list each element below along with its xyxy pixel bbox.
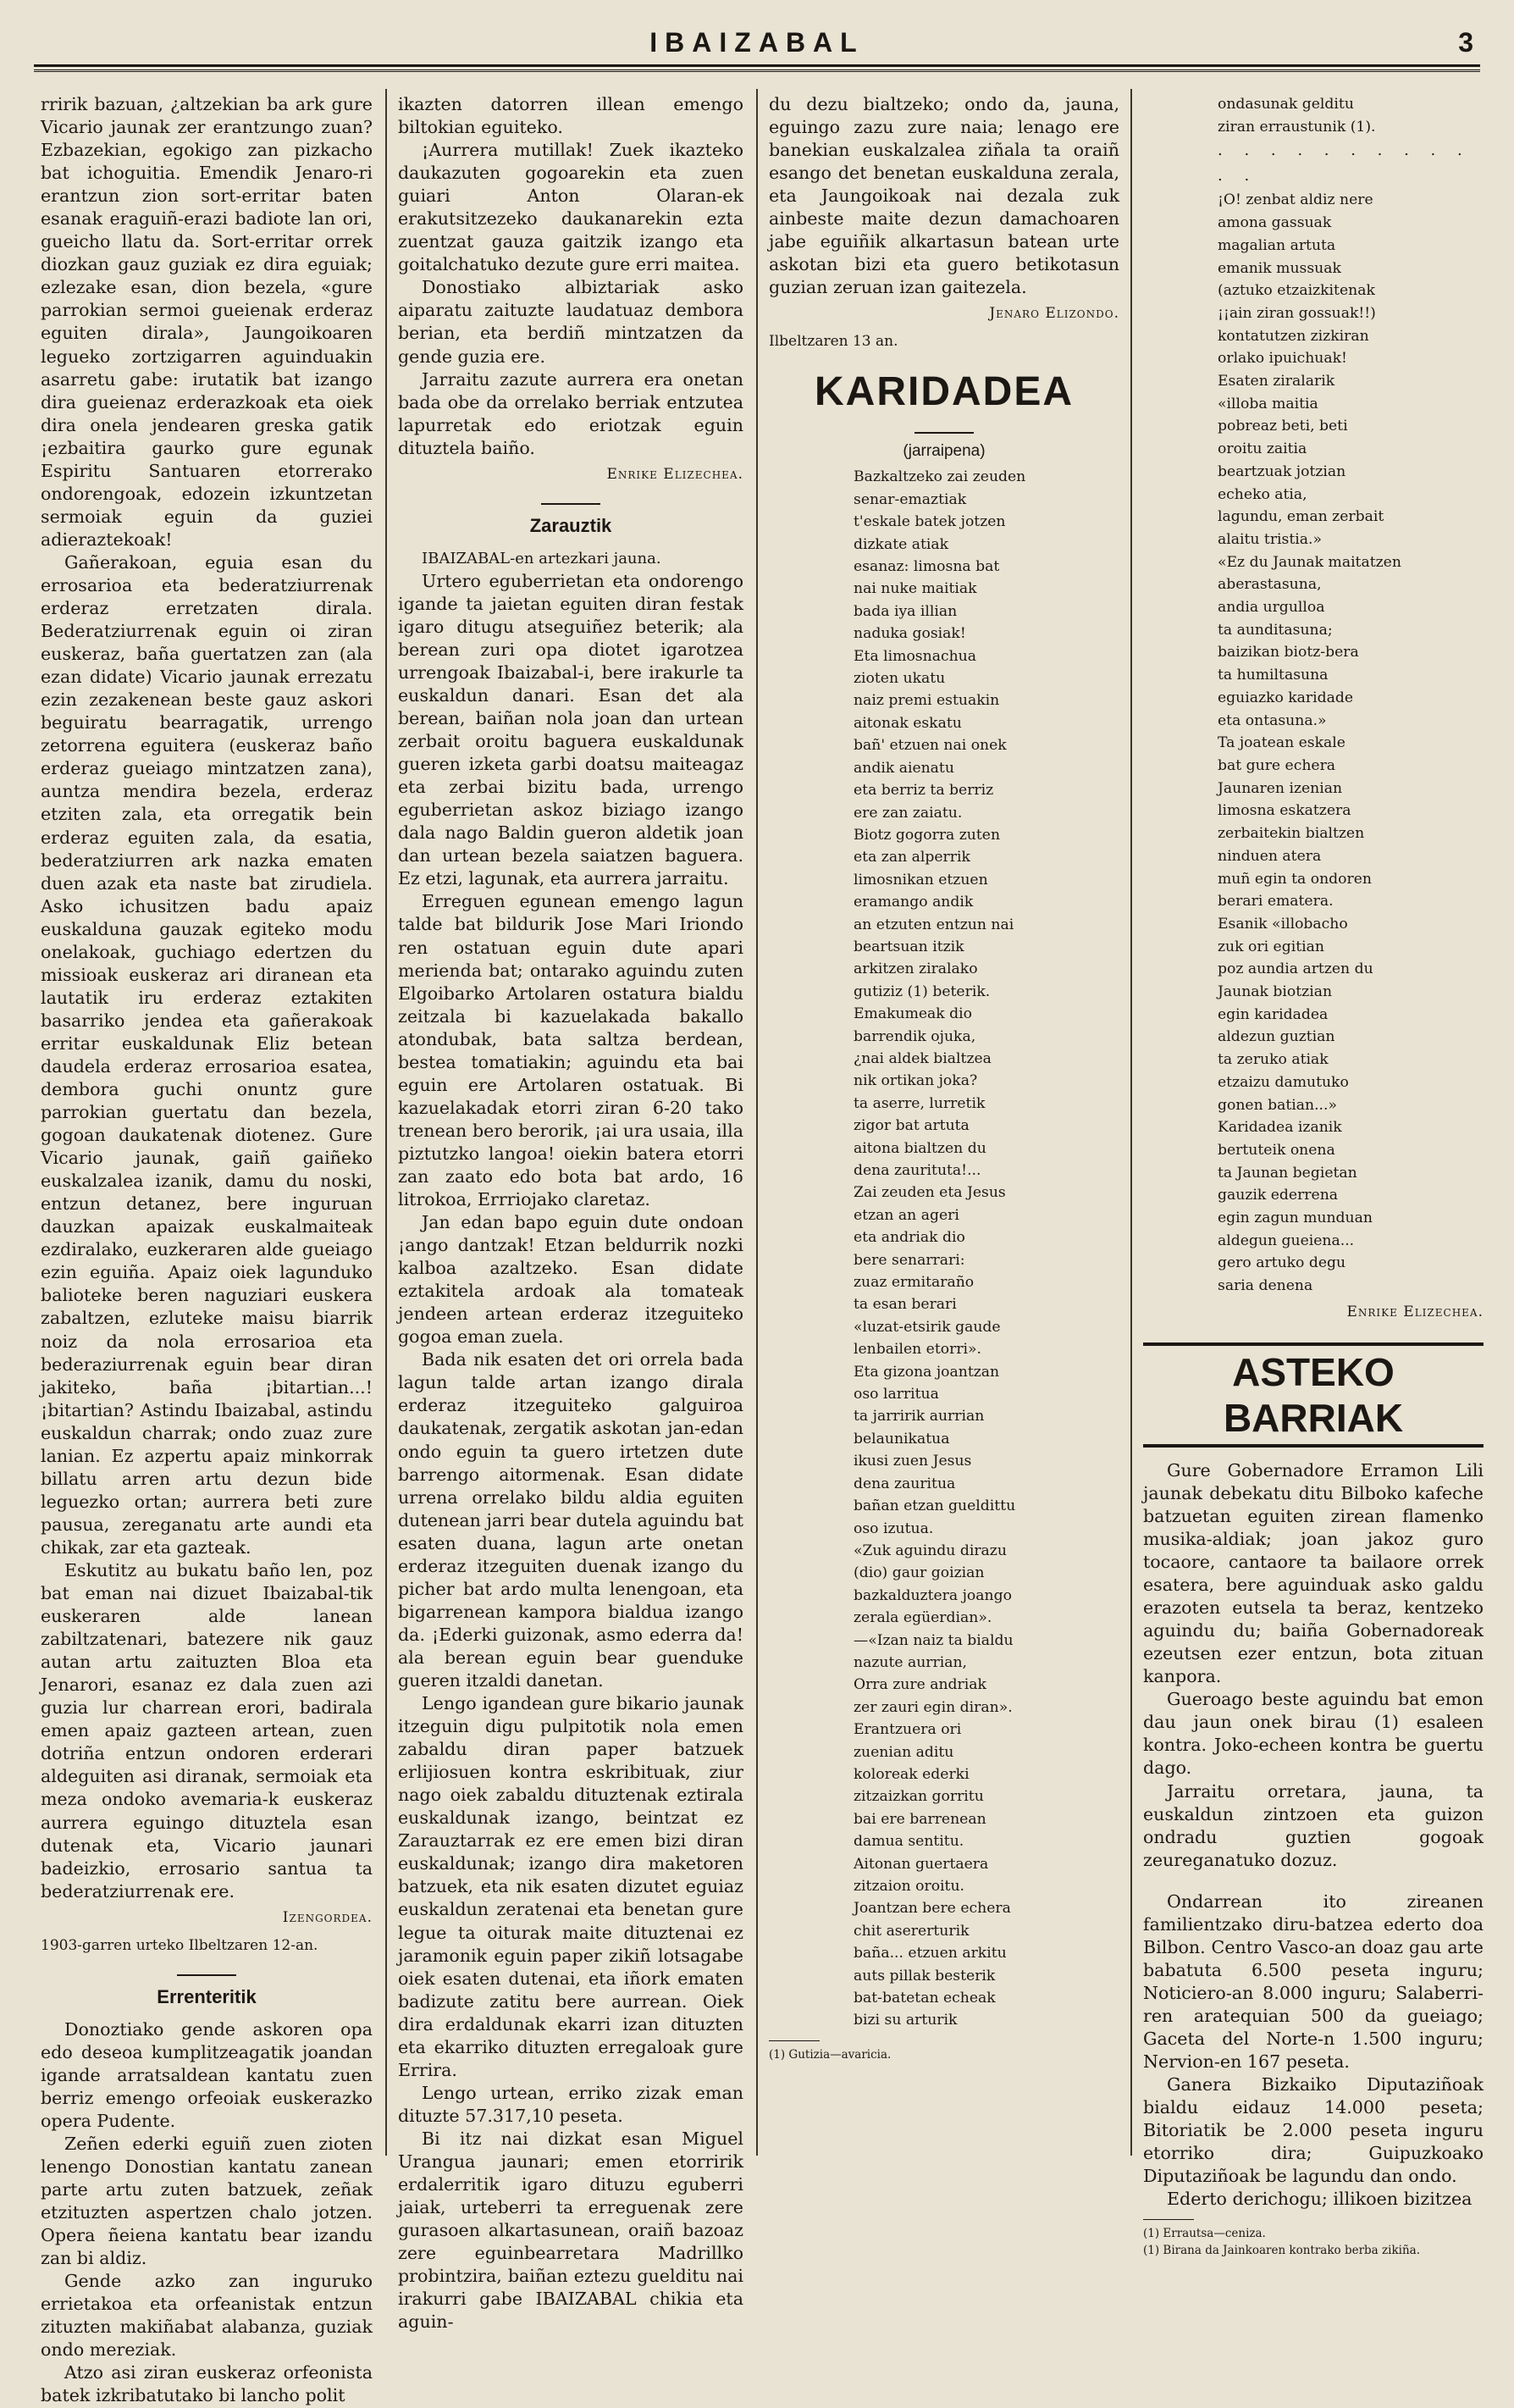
column-2 (398, 93, 743, 2333)
verse-line: bere senarrari: (854, 1251, 965, 1269)
verse-line: nik ortikan joka? (854, 1072, 978, 1090)
verse-line: «luzat-etsirik gaude (854, 1318, 1001, 1336)
verse-line: alaitu tristia.» (1218, 530, 1322, 548)
article-paragraph: Donoztiako gende askoren opa edo deseoa kumplitzeagatik joandan igande arratsaldean kantatu zuen berriz emengo orfeoiak euskerazko opera Pudente. (41, 2018, 373, 2131)
verse-line: zitzaion oroitu. (854, 1878, 964, 1896)
verse-line: bañ' etzuen nai onek (854, 737, 1007, 755)
verse-line: t'eskale batek jotzen (854, 513, 1006, 531)
verse-line: Emakumeak dio (854, 1005, 973, 1023)
verse-line: eta berriz ta berriz (854, 782, 994, 800)
verse-line: beartzuak jotzian (1218, 462, 1346, 480)
verse-line: oroitu zaitia (1218, 440, 1307, 458)
column-divider (1130, 89, 1132, 2156)
verse-line: naiz premi estuakin (854, 692, 1000, 710)
article-paragraph: du dezu bialtzeko; ondo da, jauna, eguingo zazu zure naia; lenago ere banekian euskalzalea ziñala ta oraiñ esango det benetan euskalduna zerala, eta Jaungoikoak nai dezala zuk ainbeste maite dezun damachoaren jabe eguiñik alkartasun batean urte askotan bizi eta guero betikotasun guzian zeruan izan gaitezela. (769, 94, 1119, 298)
article-paragraph: Jarraitu zazute aurrera era onetan bada obe da orrelako berriak entzutea lapurretak edo eriotzak eguin dituztela baiño. (398, 368, 743, 458)
verse-line: magalian artuta (1218, 236, 1336, 254)
verse-line: zioten ukatu (854, 670, 946, 688)
verse-line: eta andriak dio (854, 1229, 965, 1247)
verse-line: Esaten ziralarik (1218, 373, 1335, 390)
verse-line: zerbaitekin bialtzen (1218, 825, 1365, 843)
verse-line: zitzaizkan gorritu (854, 1788, 984, 1806)
verse-line: ¡O! zenbat aldiz nere (1218, 191, 1373, 209)
article-dateline: Ilbeltzaren 13 an. (769, 333, 898, 351)
article-paragraph: Bada nik esaten det ori orrela bada lagun talde artan izango dirala erderaz itzeguiteko galguiroa daukatenak, zergatik askotan jan-edan ondo eguin ta guero irtetzen dute barrengo aitormenak. Esan didate urrena orrelako bildu aldia eguiten dutenean jarri bear dutela aguindu bat esaten duana, lagun arte onetan erderaz itzeguiten duenak izango du picher bat ardo multa lenengoan, eta bigarrenean kampora bialdua izango da. ¡Ederki guizonak, asmo ederra da! ala berean eguin bear guenduke gueren itzaldi danetan. (398, 1349, 743, 1691)
verse-line: koloreak ederki (854, 1765, 970, 1783)
verse-line: ta zeruko atiak (1218, 1051, 1329, 1069)
verse-line: dena zaurituta!... (854, 1162, 981, 1180)
verse-line: belaunikatua (854, 1430, 950, 1448)
verse-line: gero artuko degu (1218, 1254, 1346, 1272)
verse-line: etzaizu damutuko (1218, 1073, 1349, 1091)
verse-line: orlako ipuichuak! (1218, 350, 1347, 368)
section-title: Errenteritik (157, 1985, 257, 2007)
verse-line: bizi su arturik (854, 2012, 958, 2029)
verse-line: Jaunak biotzian (1218, 983, 1333, 1001)
verse-line: aldegun gueiena... (1218, 1232, 1355, 1249)
verse-line: ondasunak gelditu (1218, 96, 1354, 113)
verse-line: amona gassuak (1218, 214, 1332, 232)
page-number: 3 (1458, 27, 1473, 58)
verse-line: zuk ori egitian (1218, 938, 1324, 955)
verse-line: limosnikan etzuen (854, 871, 988, 888)
news-paragraph: Gueroago beste aguindu bat emon dau jaun onek birau (1) esaleen kontra. Joko-echeen kontra be guertu dago. (1143, 1689, 1484, 1779)
verse-line: eguiazko karidade (1218, 689, 1354, 706)
section-title: ASTEKO BARRIAK (1143, 1342, 1484, 1448)
verse-line: «Zuk aguindu dirazu (854, 1542, 1007, 1559)
verse-line: bertuteik onena (1218, 1141, 1335, 1159)
verse-line: aitona bialtzen du (854, 1139, 986, 1157)
verse-line: ziran erraustunik (1). (1218, 118, 1376, 136)
verse-line: bai ere barrenean (854, 1810, 986, 1828)
footnote: (1) Errautsa—ceniza. (1143, 2227, 1266, 2241)
article-paragraph: Lengo igandean gure bikario jaunak itzeguin digu pulpitotik nola emen zabaldu diran paper batzuek erlijiosuen kontra eskribituak, ziur nago oiek zabaldu dituztenak eztirala euskaldunak izango, beintzat ez Zarauztarrak ez ere emen bizi diran euskaldunak; izango dira maketoren batzuek, eta nik esaten dizutet eguiaz euskaldun zeratenai eta benetan gure legue ta oiturak maite dituztenai ez jaramonik eguin paper zikiñ lotsagabe oiek esaten dutenai, eta iñork ematen badizute zatitu bere aurrean. Oiek dira erdaldunak ekarri izan dituzten eta ekarriko dituzten erregaloak gure Errira. (398, 1693, 743, 2080)
column-divider (756, 89, 758, 2156)
verse-line: andia urgulloa (1218, 599, 1325, 617)
poem-verses (769, 466, 1119, 2031)
verse-line: damua sentitu. (854, 1833, 964, 1851)
column-divider (385, 89, 387, 2156)
verse-line: gauzik ederrena (1218, 1187, 1339, 1204)
section-rule (914, 432, 974, 434)
news-paragraph: Ondarrean ito zireanen familientzako diru-batzea ederto doa Bilbon. Centro Vasco-an doaz gau arte babatuta 6.500 peseta inguru; Noticiero-an 8.000 inguru; Salaberri-ren aratequian 500 da gueiago; Gaceta del Norte-n 1.500 inguru; Nervion-en 167 peseta. (1143, 1890, 1484, 2073)
verse-line: gonen batian...» (1218, 1096, 1337, 1114)
article-paragraph: Lengo urtean, erriko zizak eman dituzte 57.317,10 peseta. (398, 2082, 743, 2126)
verse-line: beartsuan itzik (854, 938, 964, 955)
verse-line: auts pillak besterik (854, 1967, 996, 1985)
verse-line: Esanik «illobacho (1218, 915, 1348, 933)
verse-line: oso larritua (854, 1386, 939, 1403)
verse-line: Eta limosnachua (854, 647, 976, 665)
article-paragraph: Urtero eguberrietan eta ondorengo igande ta jaietan eguiten diran festak igaro ditugu atseguiñez beterik; ala berean zuri opa diotet igarotzea urrengoak Ibaizabal-i, bere irakurle ta euskaldun danari. Esan det ala berean, baiñan nola joan dan urtean zerbait oroitu baguera euskaldunak gueren izketa garbi doatsu maiteagaz eta zerbai bizitu bada, urrengo eguberrietan askoz biziago izango dala nago Baldin gueron aldetik joan dan urtean bezela saiatzen baguera. Ez etzi, lagunak, eta aurrera jarraitu. (398, 570, 743, 889)
verse-line: baña... etzuen arkitu (854, 1945, 1007, 1962)
verse-line: eramango andik (854, 894, 974, 911)
verse-line: Karidadea izanik (1218, 1119, 1342, 1137)
verse-line: aitonak eskatu (854, 714, 962, 732)
article-signature: Enrike Elizechea. (1346, 1303, 1484, 1320)
verse-line: —«Izan naiz ta bialdu (854, 1631, 1014, 1649)
article-paragraph: ikazten datorren illean emengo biltokian eguiteko. (398, 94, 743, 138)
news-paragraph: Ganera Bizkaiko Diputaziñoak bialdu eidauz 14.000 peseta; Bitoriatik be 2.000 peseta inguru etorriko dira; Guipuzkoako Diputaziñoak be lagundu dan ondo. (1143, 2074, 1484, 2187)
section-rule (541, 503, 600, 505)
verse-line: (aztuko etzaizkitenak (1218, 282, 1375, 300)
verse-line: «Ez du Jaunak maitatzen (1218, 553, 1401, 571)
section-spacer (1143, 1872, 1484, 1890)
verse-line: dena zauritua (854, 1475, 956, 1492)
verse-line: aberastasuna, (1218, 576, 1322, 594)
verse-line: ta aserre, lurretik (854, 1094, 986, 1112)
article-paragraph: Jan edan bapo eguin dute ondoan ¡ango dantzak! Etzan beldurrik nozki kalboa azaltzeko. Esan didate eztakitela ardoak ala tomateak jendeen artean erderaz itzeguiteko gogoa eman zuela. (398, 1212, 743, 1348)
letter-addressee: IBAIZABAL-en artezkari jauna. (422, 549, 661, 567)
verse-line: Bazkaltzeko zai zeuden (854, 468, 1026, 486)
verse-line: lenbailen etorri». (854, 1341, 982, 1359)
verse-line: ninduen atera (1218, 847, 1322, 865)
verse-line: Joantzan bere echera (854, 1900, 1011, 1918)
verse-line: echeko atia, (1218, 485, 1307, 503)
verse-line: lagundu, eman zerbait (1218, 508, 1384, 526)
verse-line: emanik mussuak (1218, 259, 1341, 277)
footnote-rule (1143, 2219, 1194, 2220)
news-paragraph: Jarraitu orretara, jauna, ta euskaldun zintzoen eta guizon ondradu guztien gogoak zeureganatuko dozuz. (1143, 1780, 1484, 1870)
verse-line: Jaunaren izenian (1218, 779, 1343, 797)
verse-line: «illoba maitia (1218, 395, 1318, 412)
verse-line: baizikan biotz-bera (1218, 644, 1359, 662)
column-3 (769, 93, 1119, 2160)
verse-line: aldezun guztian (1218, 1028, 1335, 1046)
verse-line: Eta gizona joantzan (854, 1363, 1000, 1381)
verse-line: eta ontasuna.» (1218, 711, 1327, 729)
verse-line: gutiziz (1) beterik. (854, 983, 991, 1000)
column-4 (1143, 93, 1484, 2258)
verse-line: ta jarririk aurrian (854, 1408, 985, 1425)
verse-line: Aitonan guertaera (854, 1855, 989, 1873)
verse-line: nai nuke maitiak (854, 580, 977, 598)
news-paragraph: Ederto derichogu; illikoen bizitzea (1167, 2189, 1473, 2210)
article-paragraph: Bi itz nai dizkat esan Miguel Urangua jaunari; emen etorririk erdalerritik igaro dituzu eguberri jaiak, urteberri ta erreguenak zere gurasoen alkartasunean, oraiñ bazoaz zere eguinbearretara Madrillko probintzira, baiñan eztezu guelditu nai irakurri gabe IBAIZABAL chikia eta aguin- (398, 2128, 743, 2333)
verse-line: Zai zeuden eta Jesus (854, 1184, 1006, 1202)
article-paragraph: Eskutitz au bukatu baño len, poz bat eman nai dizuet Ibaizabal-tik euskeraren alde lanean zabiltzatenari, batezere nik gauz autan artu zaituzten Bloa eta Jenarori, esanaz ez dala zuen azi guzia lur charrean erori, badirala emen apaiz gazteen artean, zuen dotriña entzun ondoren erderari aldeguiten asi diranak, sermoiak eta meza ondoko avemaria-k euskeraz aurrera eguingo dituztela esan dutenak eta, Vicario jaunari badeizkio, errosario santua ta bederatziurrenak ere. (41, 1560, 373, 1901)
article-paragraph: rririk bazuan, ¿altzekian ba ark gure Vicario jaunak zer erantzungo zuan? Ezbazekian, egokigo zan pizkacho bat ichoguitia. Emendik Jenaro-ri erantzun zion sort-erritar baten esanak eraguiñ-erazi badiote lan ori, gueicho llatu da. Sort-erritar orrek diozkan gauz guziak ez dira eguiak; ezlezake esan, dion bezela, «gure parrokian sermoi gueienak erderaz eguiten dirala», Jaungoikoaren legueko zortzigarren aguinduakin asarretu gabe: irutatik bat izango dira gueienaz erderazkoak eta oiek dira onela jendearen greska gatik ¡ezbaitira gaurko gure egunak Espiritu Santuaren etorrerako ondorengoak, edozein izkuntzetan sermoiak eguin da guziei adieraztekoak! (41, 94, 373, 550)
verse-line: zuaz ermitarañо (854, 1274, 975, 1292)
verse-line: etzan an ageri (854, 1206, 959, 1224)
article-signature: Enrike Elizechea. (606, 465, 743, 483)
article-paragraph: Gende azko zan inguruko errietakoa eta orfeanistak entzun zituzten makiñabat alabanza, guziak ondo mereziak. (41, 2271, 373, 2361)
verse-line: ta esan berari (854, 1296, 957, 1314)
verse-line: egin karidadea (1218, 1005, 1329, 1023)
verse-line: dizkate atiak (854, 535, 949, 553)
verse-line: ta aunditasuna; (1218, 621, 1333, 639)
footnote: (1) Gutizia—avaricia. (769, 2047, 892, 2062)
masthead-rule (34, 64, 1480, 72)
verse-line: Orra zure andriak (854, 1676, 986, 1694)
verse-line: chit asererturik (854, 1922, 970, 1940)
verse-line: nazute aurrian, (854, 1653, 968, 1671)
verse-line: bat gure echera (1218, 756, 1336, 774)
verse-line: pobreaz beti, beti (1218, 418, 1348, 435)
verse-line: saria denena (1218, 1277, 1313, 1295)
verse-line: berari ematera. (1218, 893, 1334, 911)
verse-line: ere zan zaiatu. (854, 804, 963, 822)
verse-line: bada iya illian (854, 602, 958, 620)
verse-line: poz aundia artzen du (1218, 960, 1373, 978)
verse-line: zer zauri egin diran». (854, 1698, 1013, 1716)
verse-line: zuenian aditu (854, 1743, 954, 1761)
verse-line: Erantzuera ori (854, 1721, 962, 1739)
column-1 (41, 93, 373, 2406)
verse-line: zigor bat artuta (854, 1117, 970, 1135)
verse-line: arkitzen ziralako (854, 960, 978, 978)
footnote-rule (769, 2040, 820, 2041)
article-paragraph: Atzo asi ziran euskeraz orfeonista batek izkribatutako bi lancho polit (41, 2362, 373, 2406)
verse-line: bazkalduztera joango (854, 1586, 1012, 1604)
verse-line: kontatutzen zizkiran (1218, 327, 1369, 345)
article-paragraph: ¡Aurrera mutillak! Zuek ikazteko daukazuten gogoarekin eta zuen guiari Anton Olaran-ek erakutsitzezeko daukanarekin ezta zuentzat gauza gaitzik izango eta goitalchatuko dezute gure erri maitea. (398, 140, 743, 275)
verse-line: ¡¡ain ziran gossuak!!) (1218, 304, 1376, 322)
verse-line: (dio) gaur goizian (854, 1564, 985, 1582)
verse-line: naduka gosiak! (854, 625, 966, 643)
verse-line: barrendik ojuka, (854, 1027, 976, 1045)
verse-line: ¿nai aldek bialtzea (854, 1049, 992, 1067)
verse-line: ikusi zuen Jesus (854, 1453, 972, 1470)
verse-line: Biotz gogorra zuten (854, 826, 1001, 844)
article-paragraph: Zeñen ederki eguiñ zuen zioten lenengo Donostian kantatu zanean parte artu zuten batzuek, zeñak etzituzten aspertzen chalo jotzen. Opera ñeiena kantatu bear izandu zan bi aldiz. (41, 2133, 373, 2269)
poem-title: KARIDADEA (815, 369, 1074, 415)
verse-line: ta humiltasuna (1218, 667, 1329, 684)
poem-verses (1143, 189, 1484, 1297)
verse-line: egin zagun munduan (1218, 1210, 1373, 1227)
poem-subtitle: (jarraipena) (903, 442, 986, 461)
verse-line: muñ egin ta ondoren (1218, 870, 1372, 888)
verse-line: senar-emaztiak (854, 490, 967, 508)
newspaper-title: IBAIZABAL (649, 27, 865, 58)
section-rule (177, 1974, 236, 1976)
verse-line: oso izutua. (854, 1520, 934, 1537)
verse-line: eta zan alperrik (854, 849, 970, 866)
verse-line: limosna eskatzera (1218, 802, 1351, 820)
verse-line: an etzuten entzun nai (854, 916, 1014, 933)
poem-verses (1143, 93, 1484, 138)
article-paragraph: Erreguen egunean emengo lagun talde bat bildurik Jose Mari Iriondo ren ostatuan eguin dute apari merienda bat; ontarako aguindu zuten Elgoibarko Artolaren ostatura bialdu zeitzala bi kazuelakada bakallo atondubak, bata saltza berdean, bestea tomatiakin; aguindu eta bai eguin ere Artolaren ostatuak. Bi kazuelakadak etorri ziran 6-20 tako trenean bero berorik, ¡ai ura usaia, illa piztutzko langoa! oiekin batera etorri zan zaato edo bota bat ardo, 16 litrokoa, Errriojako claretaz. (398, 891, 743, 1210)
masthead (34, 25, 1480, 73)
verse-line: bat-batetan echeak (854, 1990, 996, 2007)
article-paragraph: Gañerakoan, eguia esan du errosarioa eta bederatziurrenak erderaz erretzaten dirala. Bederatziurrenak eguin oi ziran euskeraz, baña guertatzen zan (ala ezan didate) Vicario jaunak errezatu ezin zezakenean beste gauz askori beguiratu bearragatik, urrengo zetorrena eguitera (euskeraz baño erderaz gueiago mintzatzen zana), auntza mendira bezela, erderaz etziten zala, eta orregatik bein erderaz eguiten zala, da esatia, bederatziurren ark nazka ematen duen azak eta naste bat zirudiela. Asko ichusitzen badu apaiz euskalduna gauzak egiteko modu onelakoak, guchiago edertzen du missioak euskeraz ari diranean eta lautatik iru erderaz eztakiten basarriko jendea eta gañerakoak erritar euskaldunak Eliz betean daudela erderaz errosarioa esatea, dembora guchi onuntz gure parrokian guertatu dan bezela, gogoan daukatenak diotenez. Gure Vicario jaunak, gaiñ gaiñeko euskalzalea izanik, damu du noski, entzun detanez, bere inguruan dauzkan apaizak euskalmaiteak ezdiralako, euzkeraren alde gueiago ezin eguiña. Apaiz oiek lagunduko balioteke beren naguziari euskera zabaltzen, ezluteke maisu biarrik noiz da nola errosarioa eta bederaziurrenak eguin bear diran jakiteko, baña ¡bitartian...! ¡bitartian? Astindu Ibaizabal, astindu euskaldun charrak; ondo zuaz zure lanian. Ez azpertu apaiz minkorrak billatu arren artu dezun bide leguezko ortan; aurrera beti zure pausua, zereganatu arte aundi eta chikak, zar eta gazteak. (41, 551, 373, 1558)
verse-ellipsis: . . . . . . . . . . . . (1218, 141, 1471, 185)
article-dateline: 1903-garren urteko Ilbeltzaren 12-an. (41, 1936, 318, 1954)
verse-line: ta Jaunan begietan (1218, 1164, 1357, 1182)
section-title: Zarauztik (529, 514, 612, 536)
article-paragraph: Donostiako albiztariak asko aiparatu zaituzte laudatuaz dembora berian, eta berdiñ mintzatzen da gende guzia ere. (398, 277, 743, 367)
verse-line: Ta joatean eskale (1218, 734, 1345, 752)
verse-line: andik aienatu (854, 759, 954, 777)
verse-line: esanaz: limosna bat (854, 558, 1000, 576)
article-signature: Izengordea. (282, 1908, 373, 1926)
verse-line: bañan etzan gueldittu (854, 1497, 1016, 1515)
news-paragraph: Gure Gobernadore Erramon Lili jaunak debekatu ditu Bilboko kafeche batzuetan eguiten zirean flamenko musika-aldiak; joan jakoz guro tocaore, cantaore ta bailaore orrek esatera, bere aguinduak asko galdu erazoten eutsela ta beraz, kentzeko aguindu du; baiña Gobernadoreak ezeutsen ezer entzun, bota zituan kanpora. (1143, 1459, 1484, 1687)
article-signature: Jenaro Elizondo. (989, 305, 1119, 323)
verse-line: zerala egüerdian». (854, 1609, 992, 1627)
footnote: (1) Birana da Jainkoaren kontrako berba zikiña. (1143, 2244, 1420, 2258)
